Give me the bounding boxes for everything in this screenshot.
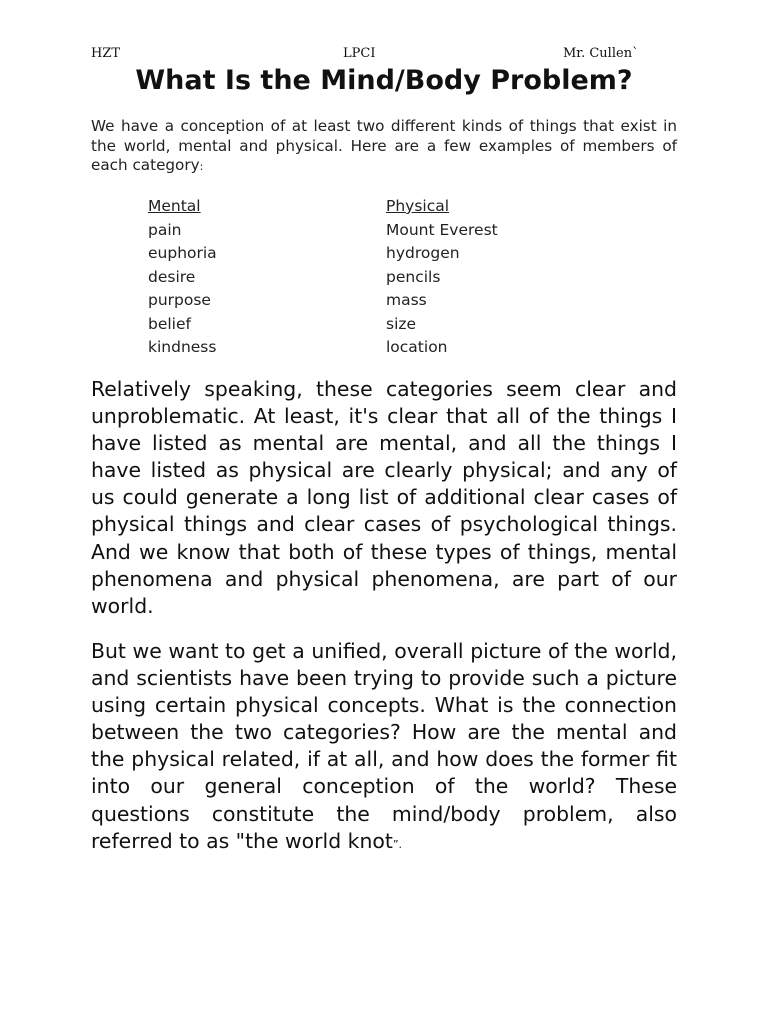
physical-item: size xyxy=(386,314,417,333)
intro-paragraph xyxy=(91,117,677,177)
intro-colon: : xyxy=(199,160,204,173)
mental-item: pain xyxy=(148,220,182,239)
mental-item: euphoria xyxy=(148,244,217,262)
physical-heading: Physical xyxy=(386,197,450,215)
mental-item: desire xyxy=(148,267,196,286)
physical-item: Mount Everest xyxy=(386,220,498,239)
header-teacher: Mr. Cullen` xyxy=(563,46,639,61)
mental-item: belief xyxy=(148,314,191,333)
header-school: LPCI xyxy=(343,46,376,61)
mental-heading: Mental xyxy=(148,197,201,215)
physical-item: hydrogen xyxy=(386,244,460,262)
body-paragraph-1: Relatively speaking, these categories seem clear and unproblematic. At least, it's clear that all of the things I have listed as mental are mental, and all the things I have listed as physical are clearly physical; and any of us could generate a long list of additional clear cases of physical things and clear cases of psychological things. And we know that both of these types of things, mental phenomena and physical phenomena, are part of our world. xyxy=(91,377,677,618)
mental-item: purpose xyxy=(148,291,211,309)
page-title: What Is the Mind/Body Problem? xyxy=(135,65,633,96)
physical-item: location xyxy=(386,338,448,356)
mental-column xyxy=(148,195,217,360)
body-paragraph-2-text: But we want to get a unified, overall picture of the world, and scientists have been trying to provide such a picture using certain physical concepts. What is the connection between the two categories? How are the mental and the physical related, if at all, and how does the former fit into our general conception of the world? These questions constitute the mind/body problem, also referred to as "the world knot xyxy=(91,639,677,853)
header-course-code: HZT xyxy=(91,46,121,61)
body-paragraph-2 xyxy=(91,638,677,858)
mental-item: kindness xyxy=(148,338,217,356)
physical-item: pencils xyxy=(386,267,441,286)
physical-column xyxy=(386,195,498,360)
intro-text: We have a conception of at least two different kinds of things that exist in the world, mental and physical. Here are a few examples of members of each category xyxy=(91,117,677,174)
closing-quote: ”. xyxy=(392,837,403,851)
physical-item: mass xyxy=(386,291,427,309)
